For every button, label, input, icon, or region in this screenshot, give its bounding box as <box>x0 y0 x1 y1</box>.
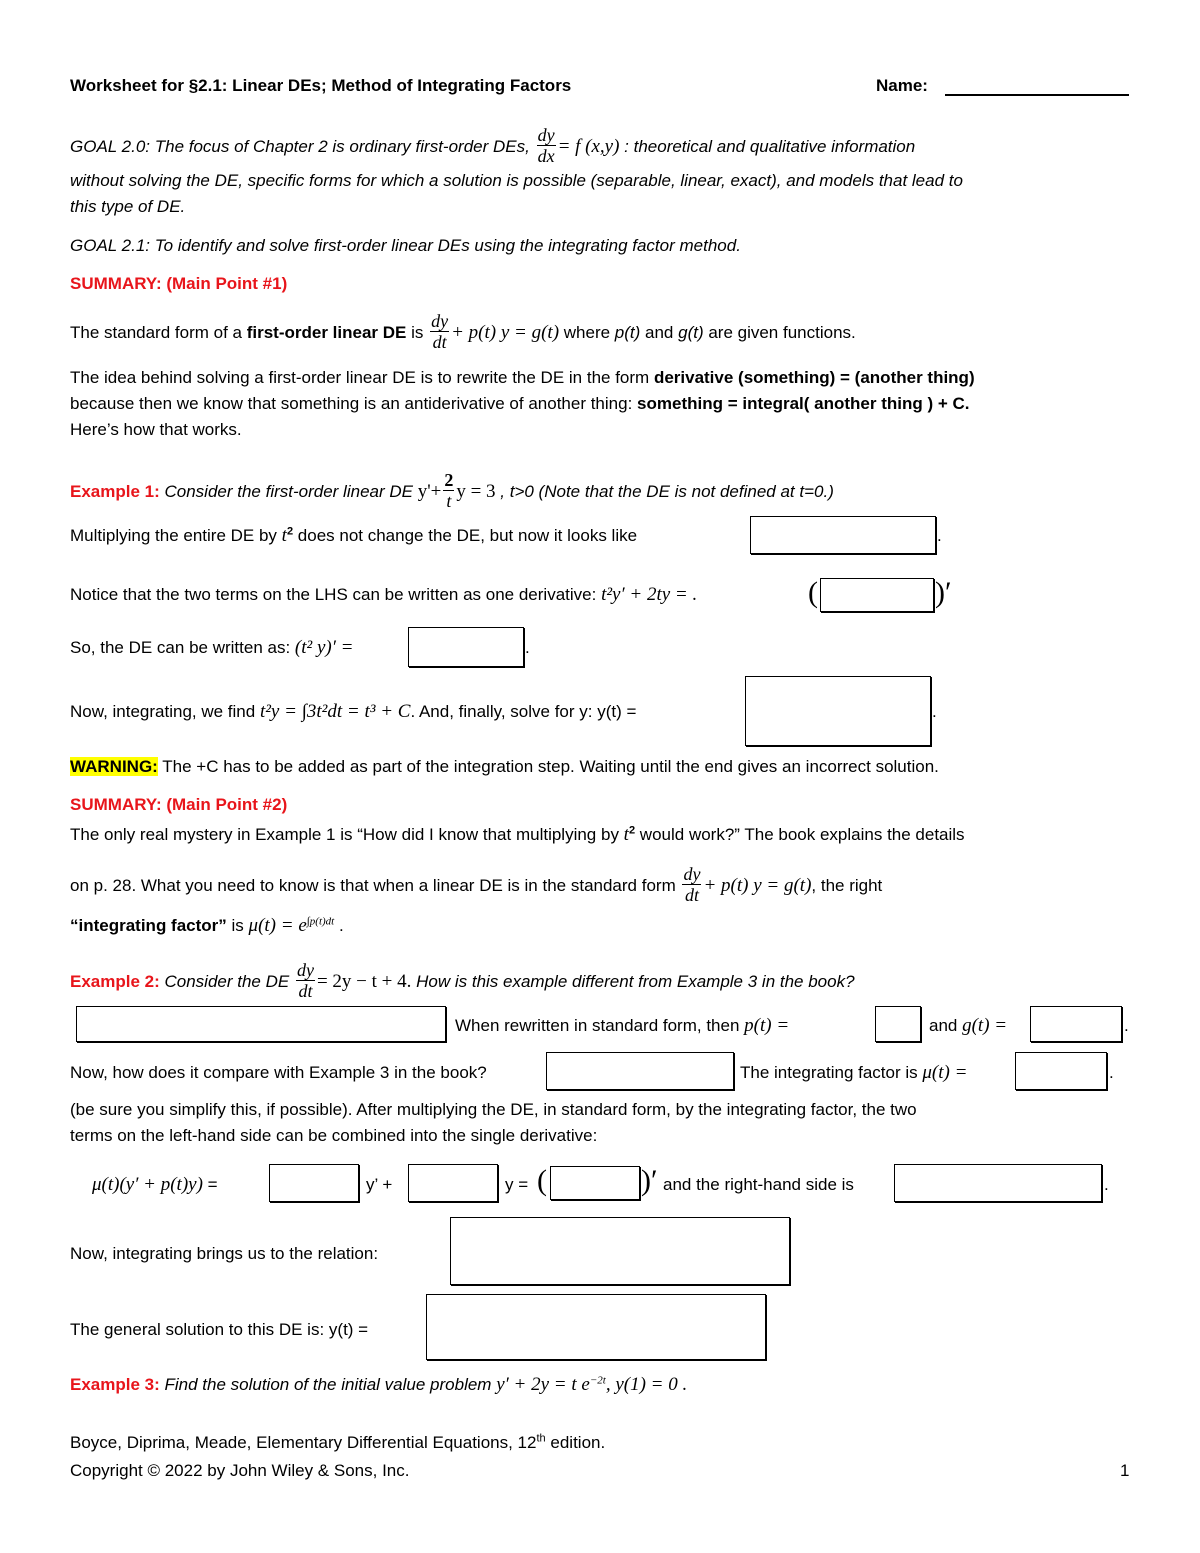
simplify-line1: (be sure you simplify this, if possible). After multiplying the DE, in standard form, by the integrating factor, the two <box>70 1100 917 1119</box>
example-1-heading: Example 1: Consider the first-order linear DE y'+ $\frac{2}{t}$ y = 3 , t>0 (Note that the DE is not defined at t=0.) <box>70 470 834 511</box>
rewrite-label: When rewritten in standard form, then p(t) = <box>455 1015 790 1036</box>
rhs-label: and the right-hand side is <box>663 1175 854 1194</box>
idea-line2: because then we know that something is an antiderivative of another thing: something = integral( another thing ) + C. <box>70 394 970 413</box>
yprime-label: y’ + <box>366 1175 393 1194</box>
example-1-multiply: Multiplying the entire DE by $t^2$ does not change the DE, but now it looks like <box>70 525 638 546</box>
answer-box-p-of-t[interactable] <box>875 1006 921 1042</box>
answer-box-multiplied-de[interactable] <box>750 516 936 554</box>
goal-2-0-line2: without solving the DE, specific forms for which a solution is possible (separable, linear, exact), and models that lead to <box>70 171 963 190</box>
open-paren: ( <box>537 1164 547 1197</box>
answer-box-rhs[interactable] <box>408 627 524 667</box>
standard-form-line: The standard form of a first-order linear DE is $\frac{dy}{dt}$ + p(t) y = g(t) where p(t) and g(t) are given functions. <box>70 311 856 352</box>
summary-1-heading: SUMMARY: (Main Point #1) <box>70 274 288 293</box>
answer-box-rhs-2[interactable] <box>894 1164 1102 1202</box>
example-1-integrate: Now, integrating, we find t²y = ∫3t²dt = t³ + C. And, finally, solve for y: y(t) = <box>70 701 637 722</box>
general-solution-label: The general solution to this DE is: y(t) = <box>70 1320 369 1339</box>
name-label: Name: <box>876 76 928 95</box>
close-paren-prime: )′ <box>935 576 952 609</box>
compare-label: Now, how does it compare with Example 3 in the book? <box>70 1063 487 1082</box>
lhs-expression: μ(t)(y′ + p(t)y) = <box>92 1174 218 1195</box>
period: . <box>1104 1175 1109 1194</box>
goal-2-0-line3: this type of DE. <box>70 197 186 216</box>
summary-2-heading: SUMMARY: (Main Point #2) <box>70 795 288 814</box>
integrating-factor-label: The integrating factor is μ(t) = <box>740 1062 968 1083</box>
answer-box-difference[interactable] <box>76 1006 446 1042</box>
g-of-t-label: and g(t) = <box>929 1015 1008 1036</box>
page-number: 1 <box>1120 1461 1130 1480</box>
dy-dx-fraction: $\frac{dy}{dx}$ <box>537 125 555 166</box>
goal-2-1: GOAL 2.1: To identify and solve first-order linear DEs using the integrating factor method. <box>70 236 741 255</box>
example-2-heading: Example 2: Consider the DE $\frac{dy}{dt}$ = 2y − t + 4. How is this example different from Example 3 in the book? <box>70 960 855 1001</box>
period: . <box>932 702 937 721</box>
period: . <box>525 638 530 657</box>
period: . <box>937 526 942 545</box>
period: . <box>1109 1063 1114 1082</box>
idea-line3: Here’s how that works. <box>70 420 242 439</box>
summary-2-line1: The only real mystery in Example 1 is “How did I know that multiplying by $t^2$ would work?” The book explains the details <box>70 824 965 845</box>
answer-box-y-of-t[interactable] <box>745 676 931 746</box>
summary-2-line3: “integrating factor” is $\mu(t) = e^{\int p(t)dt}$ . <box>70 915 344 936</box>
name-field[interactable] <box>945 94 1129 96</box>
answer-box-combined[interactable] <box>550 1166 640 1200</box>
answer-box-general-solution[interactable] <box>426 1294 766 1360</box>
simplify-line2: terms on the left-hand side can be combined into the single derivative: <box>70 1126 598 1145</box>
period: . <box>1124 1016 1129 1035</box>
summary-2-line2: on p. 28. What you need to know is that when a linear DE is in the standard form $\frac{dy}{dt}$ + p(t) y = g(t), the right <box>70 864 883 905</box>
footer-citation: Boyce, Diprima, Meade, Elementary Differential Equations, 12th edition. <box>70 1432 606 1452</box>
goal-2-0-line1: GOAL 2.0: The focus of Chapter 2 is ordinary first-order DEs, $\frac{dy}{dx}$ = f (x,y) : theoretical and qualitative information <box>70 125 916 166</box>
integrating-relation-label: Now, integrating brings us to the relation: <box>70 1244 379 1263</box>
warning-line: WARNING: The +C has to be added as part of the integration step. Waiting until the end gives an incorrect solution. <box>70 757 939 776</box>
idea-line1: The idea behind solving a first-order linear DE is to rewrite the DE in the form derivative (something) = (another thing) <box>70 368 975 387</box>
worksheet-title: Worksheet for §2.1: Linear DEs; Method of Integrating Factors <box>70 76 572 95</box>
answer-box-relation[interactable] <box>450 1217 790 1285</box>
example-1-notice: Notice that the two terms on the LHS can be written as one derivative: t²y′ + 2ty = . <box>70 584 698 605</box>
answer-box-g-of-t[interactable] <box>1030 1006 1122 1042</box>
answer-box-product[interactable] <box>820 578 934 612</box>
example-3-line: Example 3: Find the solution of the initial value problem y′ + 2y = t $e^{-2t}$, y(1) = 0 . <box>70 1374 688 1395</box>
open-paren: ( <box>808 576 818 609</box>
answer-box-coef-yprime[interactable] <box>269 1164 359 1202</box>
footer-copyright: Copyright © 2022 by John Wiley & Sons, Inc. <box>70 1461 410 1480</box>
answer-box-coef-y[interactable] <box>408 1164 498 1202</box>
answer-box-compare[interactable] <box>546 1052 734 1090</box>
example-1-so: So, the DE can be written as: (t² y)′ = <box>70 637 354 658</box>
answer-box-mu[interactable] <box>1015 1052 1107 1090</box>
y-equals-label: y = <box>505 1175 529 1194</box>
close-paren-prime: )′ <box>641 1164 658 1197</box>
